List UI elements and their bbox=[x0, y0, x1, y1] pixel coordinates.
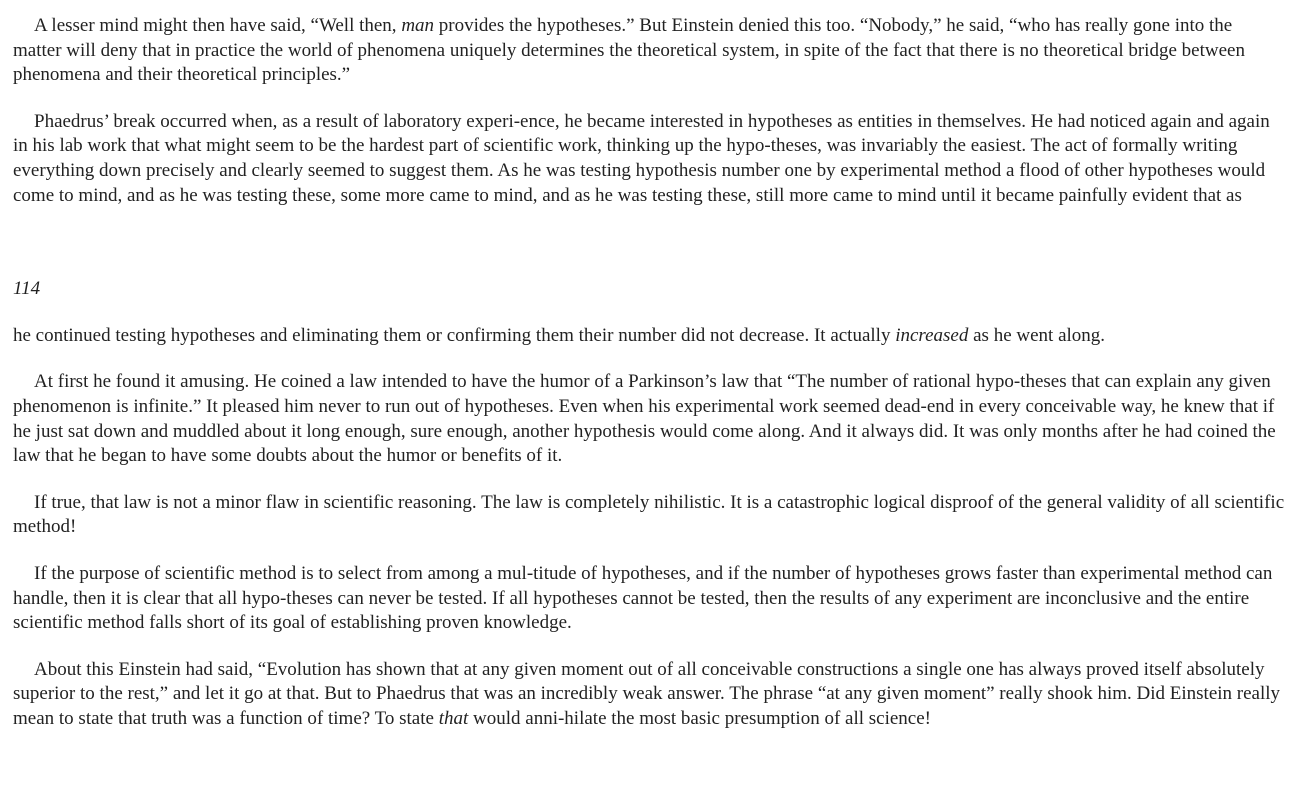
paragraph-law-nihilistic bbox=[13, 491, 1285, 540]
paragraph-einstein-hypotheses bbox=[13, 14, 1285, 88]
paragraph-phaedrus-break bbox=[13, 110, 1285, 208]
italic-segment: that bbox=[438, 707, 469, 729]
text-segment: If true, that law is not a minor flaw in scientific reasoning. The law is completely nihilistic. It is a catastrophic logical disproof of the general validity of all scientific method! bbox=[13, 491, 1285, 538]
paragraph-scientific-method-purpose bbox=[13, 562, 1285, 636]
paragraph-continued-testing bbox=[13, 324, 1285, 349]
text-segment: At first he found it amusing. He coined a law intended to have the humor of a Parkinson’s law that “The number of rational hypo-theses that can explain any given phenomenon is infinite.” It pleased him never to run out of hypotheses. Even when his experimental work seemed dead-end in every conceivable way, he knew that if he just sat down and muddled about it long enough, sure enough, another hypothesis would come along. And it always did. It was only months after he had coined the law that he began to have some doubts about the humor or benefits of it. bbox=[13, 371, 1276, 467]
text-segment: If the purpose of scientific method is to select from among a mul-titude of hypotheses, and if the number of hypotheses grows faster than experimental method can handle, then it is clear that all hypo-theses can never be tested. If all hypotheses cannot be tested, then the results of any experiment are inconclusive and the entire scientific method falls short of its goal of establishing proven knowledge. bbox=[13, 562, 1273, 634]
text-segment: as he went along. bbox=[968, 324, 1106, 346]
italic-segment: man bbox=[401, 15, 435, 36]
text-segment: he continued testing hypotheses and eliminating them or confirming them their number did not decrease. It actually bbox=[13, 324, 896, 346]
text-segment: About this Einstein had said, “Evolution has shown that at any given moment out of all conceivable constructions a single one has always proved itself absolutely superior to the rest,” and let it go at that. But to Phaedrus that was an incredibly weak answer. The phrase “at any given moment” really shook him. Did Einstein really mean to state that truth was a function of time? To state bbox=[13, 658, 1281, 729]
italic-segment: increased bbox=[895, 324, 969, 346]
paragraph-einstein-evolution bbox=[13, 658, 1285, 732]
page-number: 114 bbox=[13, 278, 41, 300]
text-segment: Phaedrus’ break occurred when, as a result of laboratory experi-ence, he became interested in hypotheses as entities in themselves. He had noticed again and again in his lab work that what might seem to be the hardest part of scientific work, thinking up the hypo-theses, was invariably the easiest. The act of formally writing everything down precisely and clearly seemed to suggest them. As he was testing hypothesis number one by experimental method a flood of other hypotheses would come to mind, and as he was testing these, some more came to mind, and as he was testing these, still more came to mind until it became painfully evident that as bbox=[13, 110, 1270, 206]
text-segment: would anni-hilate the most basic presumption of all science! bbox=[468, 707, 932, 729]
paragraph-law-amusing bbox=[13, 370, 1285, 468]
text-segment: provides the hypotheses.” But Einstein denied this too. “Nobody,” he said, “who has really gone into the matter will deny that in practice the world of phenomena uniquely determines the theoretical system, in spite of the fact that there is no theoretical bridge between phenomena and their theoretical principles.” bbox=[13, 15, 1245, 86]
text-segment: A lesser mind might then have said, “Well then, bbox=[34, 15, 402, 36]
